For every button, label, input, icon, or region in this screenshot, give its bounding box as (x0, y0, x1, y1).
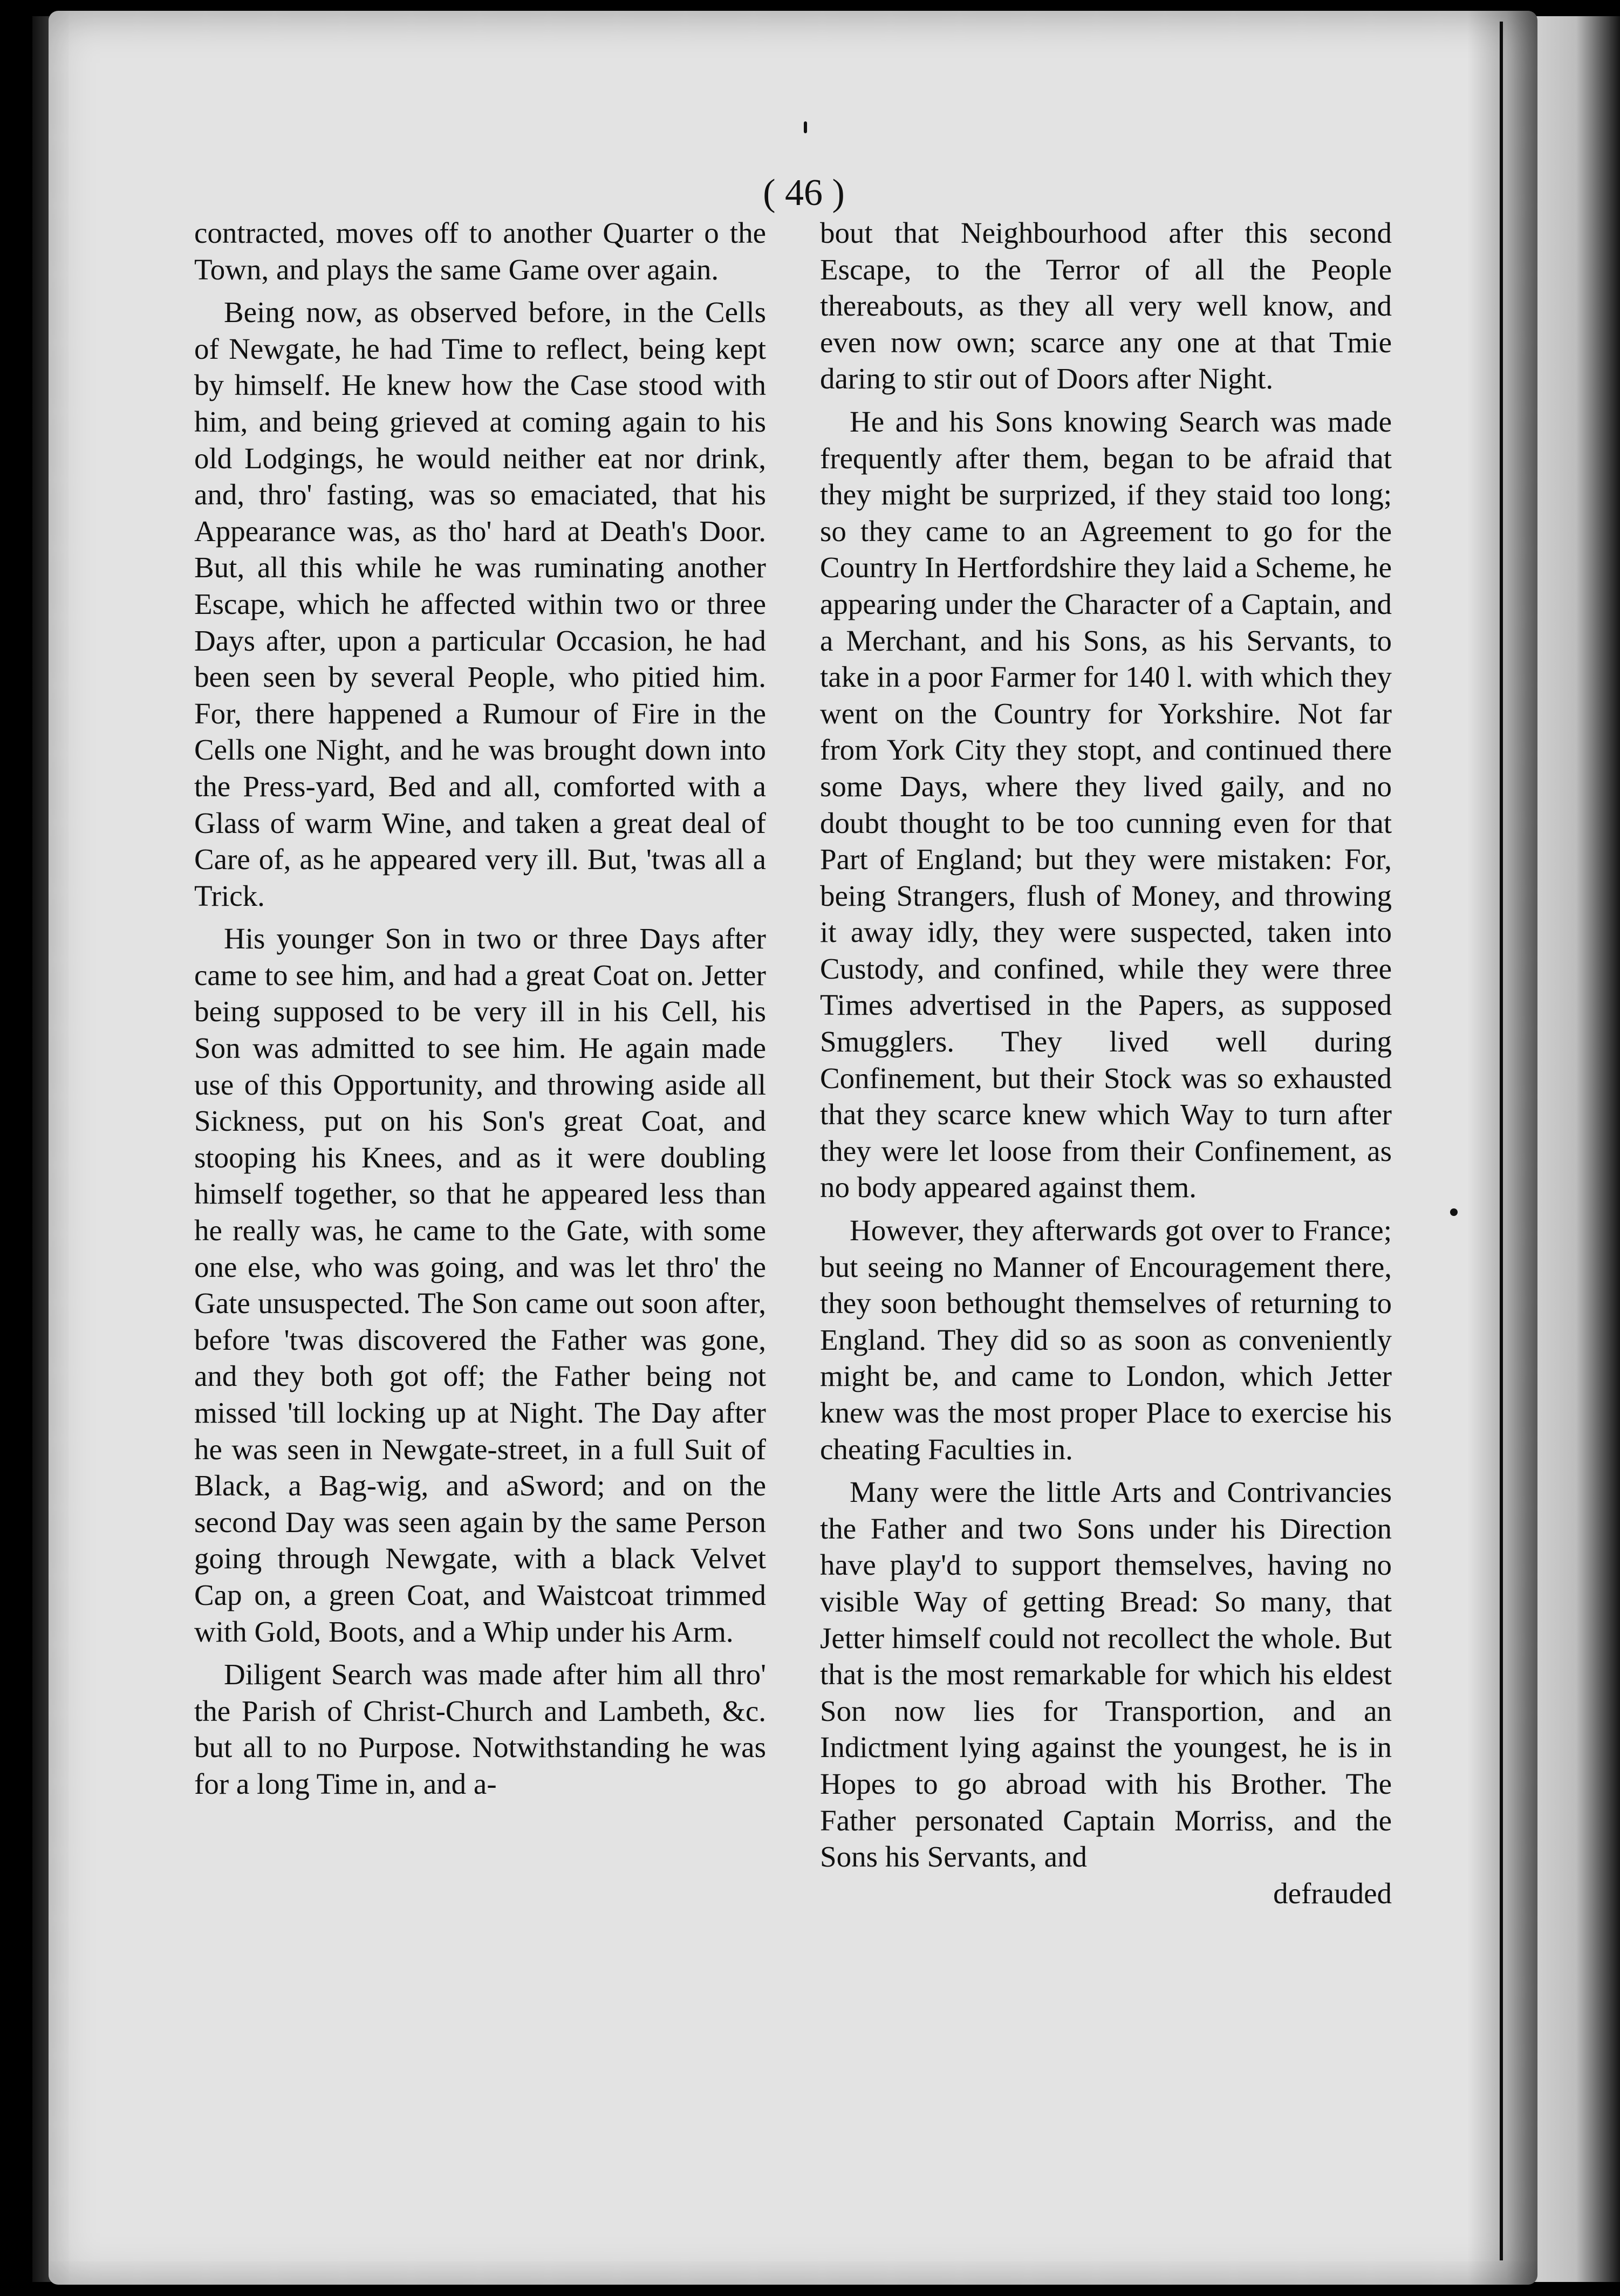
paragraph: Diligent Search was made after him all thro' the Parish of Christ-Church and Lambeth, &c. but all to no Purpose. Notwithstanding he was for a long Time in, and a- (194, 1658, 766, 1800)
ink-speck (1450, 1208, 1458, 1216)
catchword: defrauded (1273, 1876, 1392, 1910)
paragraph: contracted, moves off to another Quarter o the Town, and plays the same Game over again. (194, 216, 766, 286)
paragraph: Being now, as observed before, in the Cells of Newgate, he had Time to reflect, being kept by himself. He knew how the Case stood with him, and being grieved at coming again to his old Lodgings, he would neither eat nor drink, and, thro' fasting, was so emaciated, that his Appearance was, as tho' hard at Death's Door. But, all this while he was ruminating another Escape, which he affected within two or three Days after, upon a particular Occasion, he had been seen by several People, who pitied him. For, there happened a Rumour of Fire in the Cells one Night, and he was brought down into the Press-yard, Bed and all, comforted with a Glass of warm Wine, and taken a great deal of Care of, as he appeared very ill. But, 'twas all a Trick. (194, 296, 766, 912)
ink-speck (804, 121, 807, 133)
paragraph: His younger Son in two or three Days after came to see him, and had a great Coat on. Jetter being supposed to be very ill in his Cell, his Son was admitted to see him. He again made use of this Opportunity, and throwing aside all Sickness, put on his Son's great Coat, and stooping his Knees, and as it were doubling himself together, so that he appeared less than he really was, he came to the Gate, with some one else, who was going, and was let thro' the Gate unsuspected. The Son came out soon after, before 'twas discovered the Father was gone, and they both got off; the Father being not missed 'till locking up at Night. The Day after he was seen in Newgate-street, in a full Suit of Black, a Bag-wig, and aSword; and on the second Day was seen again by the same Person going through Newgate, with a black Velvet Cap on, a green Coat, and Waistcoat trimmed with Gold, Boots, and a Whip under his Arm. (194, 922, 766, 1648)
right-text-column (820, 215, 1392, 1911)
page-number: ( 46 ) (763, 172, 845, 214)
paragraph: bout that Neighbourhood after this second Escape, to the Terror of all the People thereabouts, as they all very well know, and even now own; scarce any one at that Tmie daring to stir out of Doors after Night. (820, 216, 1392, 395)
left-text-column (194, 215, 766, 1802)
paragraph: He and his Sons knowing Search was made frequently after them, began to be afraid that they might be surprized, if they staid too long; so they came to an Agreement to go for the Country In Hertfordshire they laid a Scheme, he appearing under the Character of a Captain, and a Merchant, and his Sons, as his Servants, to take in a poor Farmer for 140 l. with which they went on the Country for Yorkshire. Not far from York City they stopt, and continued there some Days, where they lived gaily, and no doubt thought to be too cunning even for that Part of England; but they were mistaken: For, being Strangers, flush of Money, and throwing it away idly, they were suspected, taken into Custody, and confined, while they were three Times advertised in the Papers, as supposed Smugglers. They lived well during Confinement, but their Stock was so exhausted that they scarce knew which Way to turn after they were let loose from their Confinement, as no body appeared against them. (820, 405, 1392, 1204)
paragraph: However, they afterwards got over to France; but seeing no Manner of Encouragement there, they soon bethought themselves of returning to England. They did so as soon as conveniently might be, and came to London, which Jetter knew was the most proper Place to exercise his cheating Faculties in. (820, 1214, 1392, 1466)
paragraph: Many were the little Arts and Contrivancies the Father and two Sons under his Direction have play'd to support themselves, having no visible Way of getting Bread: So many, that Jetter himself could not recollect the whole. But that is the most remarkable for which his eldest Son now lies for Transportion, and an Indictment lying against the youngest, he is in Hopes to go abroad with his Brother. The Father personated Captain Morriss, and the Sons his Servants, and (820, 1475, 1392, 1874)
binding-line (1500, 22, 1503, 2260)
